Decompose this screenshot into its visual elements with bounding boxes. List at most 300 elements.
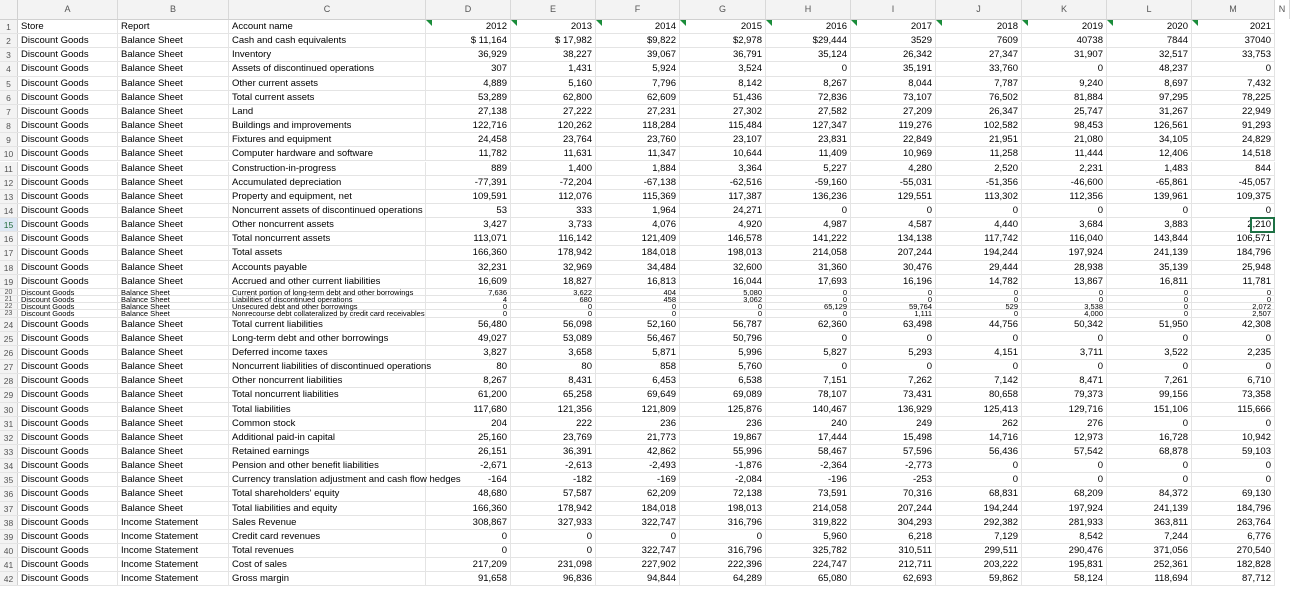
table-cell[interactable]: 27,138 xyxy=(426,105,511,118)
table-cell[interactable]: Discount Goods xyxy=(18,275,118,288)
table-cell[interactable]: 7,142 xyxy=(936,374,1022,387)
table-cell[interactable]: 1,884 xyxy=(596,162,680,175)
table-cell[interactable]: 0 xyxy=(596,310,680,316)
table-cell[interactable]: 35,191 xyxy=(851,62,936,75)
table-cell[interactable]: 5,160 xyxy=(511,77,596,90)
table-cell[interactable]: 8,471 xyxy=(1022,374,1107,387)
row-number[interactable]: 17 xyxy=(0,246,18,259)
table-cell[interactable]: 16,044 xyxy=(680,275,766,288)
table-cell[interactable]: 1,483 xyxy=(1107,162,1192,175)
table-cell[interactable]: 80,658 xyxy=(936,388,1022,401)
table-cell[interactable]: Balance Sheet xyxy=(118,445,229,458)
table-cell[interactable]: 197,924 xyxy=(1022,502,1107,515)
table-cell[interactable]: -72,204 xyxy=(511,176,596,189)
table-cell[interactable]: 126,561 xyxy=(1107,119,1192,132)
header-cell[interactable]: 2012 xyxy=(426,20,511,33)
table-cell[interactable]: 276 xyxy=(1022,417,1107,430)
table-cell[interactable]: 0 xyxy=(511,310,596,316)
table-cell[interactable]: Discount Goods xyxy=(18,77,118,90)
row-number[interactable]: 24 xyxy=(0,318,18,331)
table-cell[interactable]: 70,316 xyxy=(851,487,936,500)
table-cell[interactable]: 120,262 xyxy=(511,119,596,132)
table-cell[interactable]: 10,969 xyxy=(851,147,936,160)
column-header-d[interactable]: D xyxy=(426,0,511,19)
table-cell[interactable]: 0 xyxy=(596,530,680,543)
table-cell[interactable]: 50,796 xyxy=(680,332,766,345)
row-number[interactable]: 32 xyxy=(0,431,18,444)
table-cell[interactable]: 125,876 xyxy=(680,403,766,416)
table-cell[interactable]: Additional paid-in capital xyxy=(229,431,426,444)
table-cell[interactable]: 113,071 xyxy=(426,232,511,245)
table-cell[interactable]: 79,373 xyxy=(1022,388,1107,401)
table-cell[interactable]: $ 11,164 xyxy=(426,34,511,47)
table-cell[interactable]: -253 xyxy=(851,473,936,486)
table-cell[interactable]: 50,342 xyxy=(1022,318,1107,331)
table-cell[interactable]: 8,267 xyxy=(766,77,851,90)
table-cell[interactable]: 0 xyxy=(936,332,1022,345)
table-cell[interactable]: 22,949 xyxy=(1192,105,1275,118)
table-cell[interactable]: 0 xyxy=(851,204,936,217)
row-number[interactable]: 34 xyxy=(0,459,18,472)
table-cell[interactable]: 0 xyxy=(1022,204,1107,217)
table-cell[interactable]: -182 xyxy=(511,473,596,486)
table-cell[interactable]: 214,058 xyxy=(766,246,851,259)
table-cell[interactable]: Discount Goods xyxy=(18,530,118,543)
table-cell[interactable]: 27,231 xyxy=(596,105,680,118)
table-cell[interactable]: 0 xyxy=(1192,360,1275,373)
table-cell[interactable]: 91,658 xyxy=(426,572,511,585)
table-cell[interactable]: 62,209 xyxy=(596,487,680,500)
table-cell[interactable]: 28,938 xyxy=(1022,261,1107,274)
table-cell[interactable]: 32,231 xyxy=(426,261,511,274)
table-cell[interactable]: 240 xyxy=(766,417,851,430)
table-cell[interactable]: 0 xyxy=(766,360,851,373)
table-cell[interactable]: Total current liabilities xyxy=(229,318,426,331)
row-number[interactable]: 38 xyxy=(0,516,18,529)
table-cell[interactable]: 281,933 xyxy=(1022,516,1107,529)
table-cell[interactable]: 24,829 xyxy=(1192,133,1275,146)
table-cell[interactable]: 24,458 xyxy=(426,133,511,146)
table-cell[interactable]: Long-term debt and other borrowings xyxy=(229,332,426,345)
table-cell[interactable]: 184,796 xyxy=(1192,502,1275,515)
table-cell[interactable]: 316,796 xyxy=(680,544,766,557)
table-cell[interactable]: 35,139 xyxy=(1107,261,1192,274)
table-cell[interactable]: 680 xyxy=(511,296,596,302)
table-cell[interactable]: 72,138 xyxy=(680,487,766,500)
table-cell[interactable]: 222,396 xyxy=(680,558,766,571)
row-number[interactable]: 10 xyxy=(0,147,18,160)
table-cell[interactable]: Discount Goods xyxy=(18,261,118,274)
table-cell[interactable]: 333 xyxy=(511,204,596,217)
table-cell[interactable]: 7,432 xyxy=(1192,77,1275,90)
table-cell[interactable]: 195,831 xyxy=(1022,558,1107,571)
row-number[interactable]: 29 xyxy=(0,388,18,401)
table-cell[interactable]: -55,031 xyxy=(851,176,936,189)
table-cell[interactable]: 241,139 xyxy=(1107,502,1192,515)
table-cell[interactable]: 102,582 xyxy=(936,119,1022,132)
table-cell[interactable]: 7844 xyxy=(1107,34,1192,47)
table-cell[interactable]: Discount Goods xyxy=(18,473,118,486)
table-cell[interactable]: 99,156 xyxy=(1107,388,1192,401)
table-cell[interactable]: Discount Goods xyxy=(18,332,118,345)
column-header-n[interactable]: N xyxy=(1275,0,1290,19)
row-number[interactable]: 14 xyxy=(0,204,18,217)
table-cell[interactable]: Balance Sheet xyxy=(118,232,229,245)
table-cell[interactable]: 27,302 xyxy=(680,105,766,118)
column-header-j[interactable]: J xyxy=(936,0,1022,19)
table-cell[interactable]: 38,227 xyxy=(511,48,596,61)
table-cell[interactable]: 0 xyxy=(426,530,511,543)
table-cell[interactable]: 136,236 xyxy=(766,190,851,203)
table-cell[interactable]: 23,831 xyxy=(766,133,851,146)
table-cell[interactable]: 207,244 xyxy=(851,246,936,259)
table-cell[interactable]: -46,600 xyxy=(1022,176,1107,189)
table-cell[interactable]: Total assets xyxy=(229,246,426,259)
table-cell[interactable]: Sales Revenue xyxy=(229,516,426,529)
table-cell[interactable]: 141,222 xyxy=(766,232,851,245)
table-cell[interactable]: 404 xyxy=(596,289,680,295)
table-cell[interactable]: 129,551 xyxy=(851,190,936,203)
table-cell[interactable]: 10,942 xyxy=(1192,431,1275,444)
table-cell[interactable]: 23,760 xyxy=(596,133,680,146)
table-cell[interactable]: 53,289 xyxy=(426,91,511,104)
table-cell[interactable]: 3,522 xyxy=(1107,346,1192,359)
header-cell[interactable]: 2015 xyxy=(680,20,766,33)
table-cell[interactable]: 84,372 xyxy=(1107,487,1192,500)
table-cell[interactable]: 8,431 xyxy=(511,374,596,387)
header-cell[interactable]: Account name xyxy=(229,20,426,33)
table-cell[interactable]: Buildings and improvements xyxy=(229,119,426,132)
table-cell[interactable]: 65,258 xyxy=(511,388,596,401)
table-cell[interactable]: 91,293 xyxy=(1192,119,1275,132)
table-cell[interactable]: 4,440 xyxy=(936,218,1022,231)
table-cell[interactable]: Discount Goods xyxy=(18,289,118,295)
table-cell[interactable]: 112,076 xyxy=(511,190,596,203)
table-cell[interactable]: 134,138 xyxy=(851,232,936,245)
table-cell[interactable]: 3529 xyxy=(851,34,936,47)
table-cell[interactable]: Balance Sheet xyxy=(118,403,229,416)
table-cell[interactable]: Balance Sheet xyxy=(118,318,229,331)
table-cell[interactable]: Income Statement xyxy=(118,516,229,529)
table-cell[interactable]: 858 xyxy=(596,360,680,373)
table-cell[interactable]: 16,196 xyxy=(851,275,936,288)
table-cell[interactable]: 57,596 xyxy=(851,445,936,458)
table-cell[interactable]: 33,760 xyxy=(936,62,1022,75)
row-number[interactable]: 4 xyxy=(0,62,18,75)
table-cell[interactable]: 198,013 xyxy=(680,502,766,515)
table-cell[interactable]: 5,996 xyxy=(680,346,766,359)
table-cell[interactable]: 325,782 xyxy=(766,544,851,557)
table-cell[interactable]: 8,044 xyxy=(851,77,936,90)
table-cell[interactable]: 0 xyxy=(1192,417,1275,430)
header-cell[interactable]: 2021 xyxy=(1192,20,1275,33)
table-cell[interactable]: 5,960 xyxy=(766,530,851,543)
table-cell[interactable]: Discount Goods xyxy=(18,502,118,515)
table-cell[interactable]: 299,511 xyxy=(936,544,1022,557)
table-cell[interactable]: 0 xyxy=(851,360,936,373)
table-cell[interactable]: 73,107 xyxy=(851,91,936,104)
table-cell[interactable]: Discount Goods xyxy=(18,162,118,175)
table-cell[interactable]: Balance Sheet xyxy=(118,332,229,345)
table-cell[interactable]: 0 xyxy=(766,289,851,295)
table-cell[interactable]: 322,747 xyxy=(596,516,680,529)
table-cell[interactable]: 304,293 xyxy=(851,516,936,529)
table-cell[interactable]: 4 xyxy=(426,296,511,302)
table-cell[interactable]: -77,391 xyxy=(426,176,511,189)
table-cell[interactable]: 97,295 xyxy=(1107,91,1192,104)
table-cell[interactable]: Accumulated depreciation xyxy=(229,176,426,189)
table-cell[interactable]: 14,716 xyxy=(936,431,1022,444)
table-cell[interactable]: 136,929 xyxy=(851,403,936,416)
table-cell[interactable]: 15,498 xyxy=(851,431,936,444)
table-cell[interactable]: 25,160 xyxy=(426,431,511,444)
table-cell[interactable]: 116,142 xyxy=(511,232,596,245)
table-cell[interactable]: Balance Sheet xyxy=(118,190,229,203)
table-cell[interactable]: Other current assets xyxy=(229,77,426,90)
table-cell[interactable]: 31,907 xyxy=(1022,48,1107,61)
table-cell[interactable]: 217,209 xyxy=(426,558,511,571)
table-cell[interactable]: 0 xyxy=(936,296,1022,302)
table-cell[interactable]: 8,697 xyxy=(1107,77,1192,90)
table-cell[interactable]: 53,089 xyxy=(511,332,596,345)
table-cell[interactable]: Balance Sheet xyxy=(118,77,229,90)
table-cell[interactable]: 42,862 xyxy=(596,445,680,458)
table-cell[interactable]: 11,782 xyxy=(426,147,511,160)
row-number[interactable]: 9 xyxy=(0,133,18,146)
table-cell[interactable]: Computer hardware and software xyxy=(229,147,426,160)
table-cell[interactable]: Balance Sheet xyxy=(118,147,229,160)
row-number[interactable]: 18 xyxy=(0,261,18,274)
table-cell[interactable]: 236 xyxy=(596,417,680,430)
table-cell[interactable]: 6,538 xyxy=(680,374,766,387)
table-cell[interactable]: 0 xyxy=(1192,289,1275,295)
table-cell[interactable]: 214,058 xyxy=(766,502,851,515)
table-cell[interactable]: 8,142 xyxy=(680,77,766,90)
table-cell[interactable]: 23,769 xyxy=(511,431,596,444)
table-cell[interactable]: 8,267 xyxy=(426,374,511,387)
table-cell[interactable]: 0 xyxy=(426,310,511,316)
table-cell[interactable]: Discount Goods xyxy=(18,176,118,189)
table-cell[interactable]: 37040 xyxy=(1192,34,1275,47)
table-cell[interactable]: 23,107 xyxy=(680,133,766,146)
table-cell[interactable]: 80 xyxy=(511,360,596,373)
table-cell[interactable]: 4,280 xyxy=(851,162,936,175)
table-cell[interactable]: 57,542 xyxy=(1022,445,1107,458)
table-cell[interactable]: 48,237 xyxy=(1107,62,1192,75)
table-cell[interactable]: 68,878 xyxy=(1107,445,1192,458)
table-cell[interactable]: 7,261 xyxy=(1107,374,1192,387)
table-cell[interactable]: Other noncurrent liabilities xyxy=(229,374,426,387)
table-cell[interactable]: 2,235 xyxy=(1192,346,1275,359)
table-cell[interactable]: Total liabilities xyxy=(229,403,426,416)
select-all-corner[interactable] xyxy=(0,0,18,19)
table-cell[interactable]: Discount Goods xyxy=(18,431,118,444)
table-cell[interactable]: Balance Sheet xyxy=(118,417,229,430)
table-cell[interactable]: 316,796 xyxy=(680,516,766,529)
table-cell[interactable]: 73,431 xyxy=(851,388,936,401)
table-cell[interactable]: 6,776 xyxy=(1192,530,1275,543)
table-cell[interactable]: 2,210 xyxy=(1192,218,1275,231)
table-cell[interactable]: Balance Sheet xyxy=(118,105,229,118)
table-cell[interactable]: 178,942 xyxy=(511,502,596,515)
table-cell[interactable]: 42,308 xyxy=(1192,318,1275,331)
table-cell[interactable]: 117,680 xyxy=(426,403,511,416)
table-cell[interactable]: 56,467 xyxy=(596,332,680,345)
row-number[interactable]: 40 xyxy=(0,544,18,557)
table-cell[interactable]: 27,222 xyxy=(511,105,596,118)
table-cell[interactable]: 0 xyxy=(511,530,596,543)
table-cell[interactable]: 2,520 xyxy=(936,162,1022,175)
table-cell[interactable]: Balance Sheet xyxy=(118,360,229,373)
table-cell[interactable]: 24,271 xyxy=(680,204,766,217)
table-cell[interactable]: -67,138 xyxy=(596,176,680,189)
table-cell[interactable]: Fixtures and equipment xyxy=(229,133,426,146)
table-cell[interactable]: 327,933 xyxy=(511,516,596,529)
table-cell[interactable]: Balance Sheet xyxy=(118,275,229,288)
table-cell[interactable]: 17,444 xyxy=(766,431,851,444)
table-cell[interactable]: 0 xyxy=(1192,459,1275,472)
table-cell[interactable]: 231,098 xyxy=(511,558,596,571)
row-number[interactable]: 30 xyxy=(0,403,18,416)
header-cell[interactable]: 2014 xyxy=(596,20,680,33)
table-cell[interactable]: 35,124 xyxy=(766,48,851,61)
table-cell[interactable]: 1,400 xyxy=(511,162,596,175)
table-cell[interactable]: -1,876 xyxy=(680,459,766,472)
table-cell[interactable]: Assets of discontinued operations xyxy=(229,62,426,75)
table-cell[interactable]: 4,987 xyxy=(766,218,851,231)
table-cell[interactable]: 52,160 xyxy=(596,318,680,331)
table-cell[interactable]: 3,538 xyxy=(1022,303,1107,309)
table-cell[interactable]: 59,103 xyxy=(1192,445,1275,458)
table-cell[interactable]: 194,244 xyxy=(936,246,1022,259)
table-cell[interactable]: 0 xyxy=(1192,296,1275,302)
row-number[interactable]: 16 xyxy=(0,232,18,245)
table-cell[interactable]: Cost of sales xyxy=(229,558,426,571)
table-cell[interactable]: $2,978 xyxy=(680,34,766,47)
table-cell[interactable]: 21,080 xyxy=(1022,133,1107,146)
table-cell[interactable]: 4,889 xyxy=(426,77,511,90)
table-cell[interactable]: Discount Goods xyxy=(18,147,118,160)
table-cell[interactable]: 3,658 xyxy=(511,346,596,359)
table-cell[interactable]: Deferred income taxes xyxy=(229,346,426,359)
table-cell[interactable]: 27,347 xyxy=(936,48,1022,61)
table-cell[interactable]: 55,996 xyxy=(680,445,766,458)
table-cell[interactable]: 3,427 xyxy=(426,218,511,231)
header-cell[interactable]: Report xyxy=(118,20,229,33)
table-cell[interactable]: 33,753 xyxy=(1192,48,1275,61)
column-header-k[interactable]: K xyxy=(1022,0,1107,19)
table-cell[interactable]: 69,089 xyxy=(680,388,766,401)
table-cell[interactable]: 203,222 xyxy=(936,558,1022,571)
table-cell[interactable]: 2,507 xyxy=(1192,310,1275,316)
table-cell[interactable]: 115,666 xyxy=(1192,403,1275,416)
table-cell[interactable]: 3,827 xyxy=(426,346,511,359)
table-cell[interactable]: 0 xyxy=(851,332,936,345)
table-cell[interactable]: Discount Goods xyxy=(18,232,118,245)
table-cell[interactable]: Balance Sheet xyxy=(118,246,229,259)
table-cell[interactable]: 25,747 xyxy=(1022,105,1107,118)
table-cell[interactable]: Discount Goods xyxy=(18,487,118,500)
table-cell[interactable]: Balance Sheet xyxy=(118,133,229,146)
table-cell[interactable]: Total current assets xyxy=(229,91,426,104)
table-cell[interactable]: 11,258 xyxy=(936,147,1022,160)
column-header-i[interactable]: I xyxy=(851,0,936,19)
table-cell[interactable]: 3,622 xyxy=(511,289,596,295)
table-cell[interactable]: 322,747 xyxy=(596,544,680,557)
table-cell[interactable]: 0 xyxy=(936,473,1022,486)
table-cell[interactable]: 16,811 xyxy=(1107,275,1192,288)
header-cell[interactable]: 2013 xyxy=(511,20,596,33)
column-header-b[interactable]: B xyxy=(118,0,229,19)
table-cell[interactable]: 0 xyxy=(936,360,1022,373)
table-cell[interactable]: 61,200 xyxy=(426,388,511,401)
table-cell[interactable]: 11,631 xyxy=(511,147,596,160)
table-cell[interactable]: Discount Goods xyxy=(18,516,118,529)
table-cell[interactable]: 0 xyxy=(1022,473,1107,486)
table-cell[interactable]: 184,018 xyxy=(596,246,680,259)
table-cell[interactable]: Accounts payable xyxy=(229,261,426,274)
table-cell[interactable]: 32,600 xyxy=(680,261,766,274)
column-header-c[interactable]: C xyxy=(229,0,426,19)
table-cell[interactable]: 0 xyxy=(1022,459,1107,472)
table-cell[interactable]: 116,040 xyxy=(1022,232,1107,245)
table-cell[interactable]: 0 xyxy=(936,289,1022,295)
table-cell[interactable]: Discount Goods xyxy=(18,133,118,146)
table-cell[interactable]: 16,813 xyxy=(596,275,680,288)
table-cell[interactable]: 118,694 xyxy=(1107,572,1192,585)
table-cell[interactable]: Balance Sheet xyxy=(118,48,229,61)
table-cell[interactable]: 184,018 xyxy=(596,502,680,515)
table-cell[interactable]: 319,822 xyxy=(766,516,851,529)
table-cell[interactable]: 7,787 xyxy=(936,77,1022,90)
table-cell[interactable]: 4,076 xyxy=(596,218,680,231)
table-cell[interactable]: 51,950 xyxy=(1107,318,1192,331)
table-cell[interactable]: 78,107 xyxy=(766,388,851,401)
table-cell[interactable]: 53 xyxy=(426,204,511,217)
table-cell[interactable]: Construction-in-progress xyxy=(229,162,426,175)
table-cell[interactable]: 117,387 xyxy=(680,190,766,203)
table-cell[interactable]: 0 xyxy=(1107,289,1192,295)
table-cell[interactable]: Discount Goods xyxy=(18,303,118,309)
table-cell[interactable]: 109,591 xyxy=(426,190,511,203)
table-cell[interactable]: 7,262 xyxy=(851,374,936,387)
table-cell[interactable]: 127,347 xyxy=(766,119,851,132)
table-cell[interactable]: 212,711 xyxy=(851,558,936,571)
row-number[interactable]: 41 xyxy=(0,558,18,571)
table-cell[interactable]: 458 xyxy=(596,296,680,302)
table-cell[interactable]: 68,831 xyxy=(936,487,1022,500)
table-cell[interactable]: 194,244 xyxy=(936,502,1022,515)
table-cell[interactable]: -196 xyxy=(766,473,851,486)
table-cell[interactable]: 0 xyxy=(511,544,596,557)
table-cell[interactable]: 9,240 xyxy=(1022,77,1107,90)
table-cell[interactable]: 0 xyxy=(1022,296,1107,302)
table-cell[interactable]: 96,836 xyxy=(511,572,596,585)
row-number[interactable]: 5 xyxy=(0,77,18,90)
table-cell[interactable]: 363,811 xyxy=(1107,516,1192,529)
table-cell[interactable]: 21,773 xyxy=(596,431,680,444)
table-cell[interactable]: Retained earnings xyxy=(229,445,426,458)
table-cell[interactable]: Total revenues xyxy=(229,544,426,557)
table-cell[interactable]: 166,360 xyxy=(426,246,511,259)
row-number[interactable]: 12 xyxy=(0,176,18,189)
table-cell[interactable]: 6,710 xyxy=(1192,374,1275,387)
table-cell[interactable]: 59,862 xyxy=(936,572,1022,585)
table-cell[interactable]: 308,867 xyxy=(426,516,511,529)
table-cell[interactable]: 1,964 xyxy=(596,204,680,217)
table-cell[interactable]: 10,644 xyxy=(680,147,766,160)
table-cell[interactable]: 252,361 xyxy=(1107,558,1192,571)
